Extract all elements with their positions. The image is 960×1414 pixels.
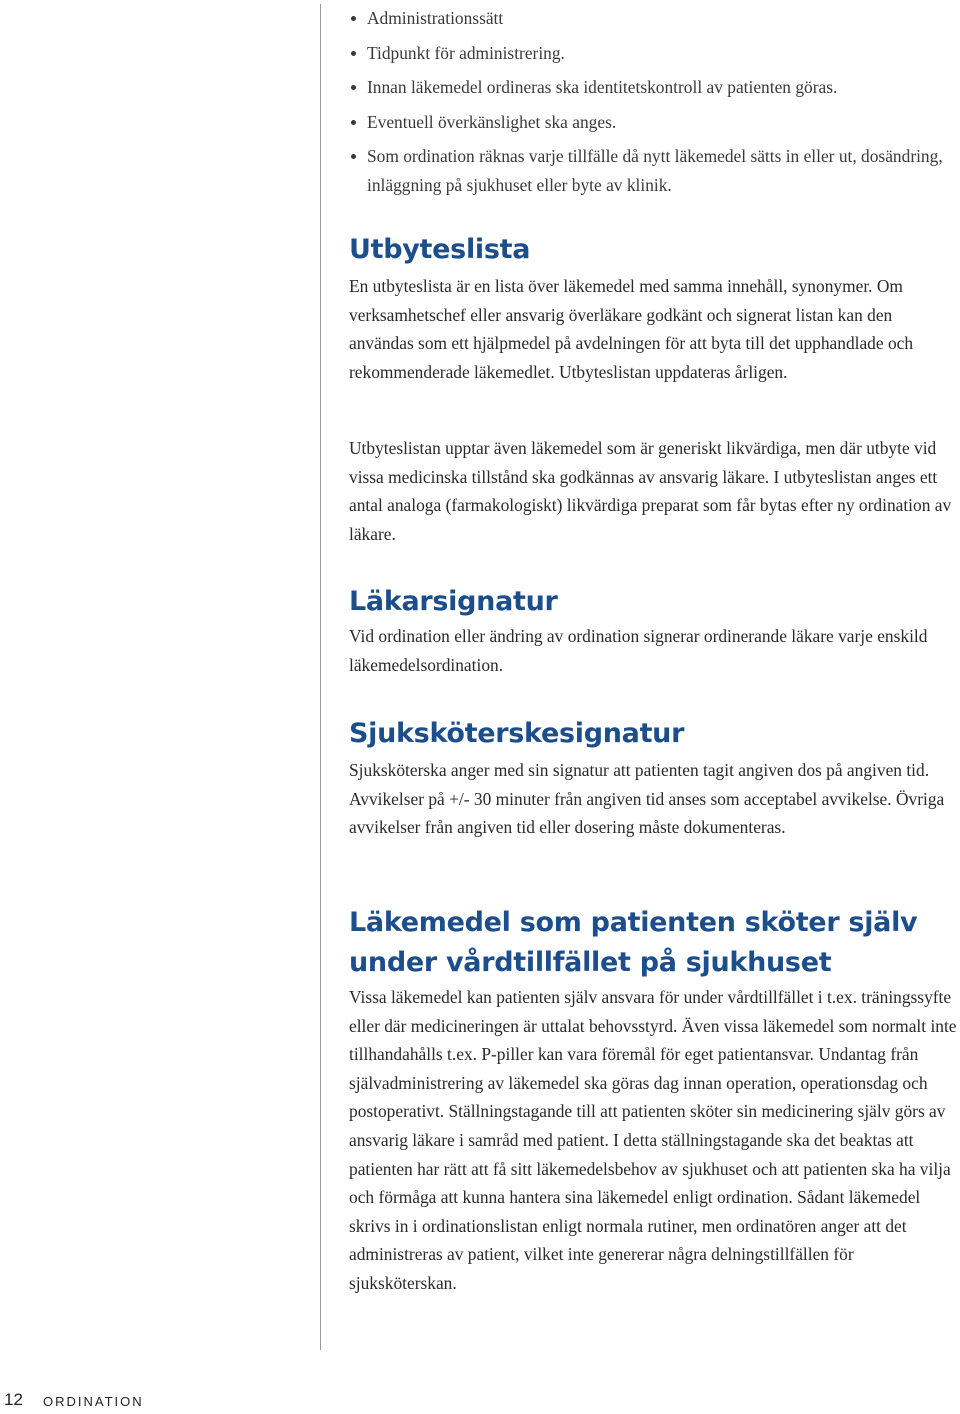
page-number: 12 (4, 1390, 23, 1409)
list-item-text: Tidpunkt för administrering. (367, 42, 565, 63)
heading-sjukskoterskesignatur: Sjuksköterskesignatur (349, 718, 685, 749)
paragraph-utbyteslista-1: En utbyteslista är en lista över läkemedel med samma innehåll, synonymer. Om verksamhetschef eller ansvarig överläkare godkänt och signerat listan kan den användas som ett hjälpmedel på avdelningen för att byta till det upphandlade och rekommenderade läkemedlet. Utbyteslistan uppdateras årligen. (349, 276, 914, 382)
running-head: ORDINATION (43, 1394, 144, 1409)
bullet-list (349, 4, 960, 205)
list-item-text: Innan läkemedel ordineras ska identitetskontroll av patienten göras. (367, 77, 838, 97)
heading-lakarsignatur: Läkarsignatur (349, 586, 558, 617)
heading-sjalvadministration-line2: under vårdtillfället på sjukhuset (349, 947, 832, 978)
heading-sjalvadministration-line1: Läkemedel som patienten sköter själv (349, 907, 918, 938)
page-footer (0, 1390, 300, 1414)
list-item (349, 73, 960, 102)
margin-rule (320, 4, 321, 1350)
paragraph-sjalvadministration: Vissa läkemedel kan patienten själv ansvara för under vårdtillfället i t.ex. träningssyfte eller där medicineringen är uttalat behovsstyrd. Även vissa läkemedel som normalt inte tillhandahålls t.ex. P-piller kan vara föremål för eget patientansvar. Undantag från självadministrering av läkemedel ska göras dag innan operation, operationsdag och postoperativt. Ställningstagande till att patienten sköter sin medicinering själv görs av ansvarig läkare i samråd med patient. I detta ställningstagande ska det beaktas att patienten har rätt att få sitt läkemedelsbehov av sjukhuset och att patienten ska ha vilja och förmåga att kunna hantera sina läkemedel enligt ordination. Sådant läkemedel skrivs in i ordinationslistan enligt normala rutiner, men ordinatören anger att det administreras av patient, vilket inte genererar några delningstillfällen för sjuksköterskan. (349, 987, 957, 1293)
list-item-text: Administrationssätt (367, 8, 504, 28)
paragraph-sjukskoterskesignatur: Sjuksköterska anger med sin signatur att patienten tagit angiven dos på angiven tid. Avvikelser på +/- 30 minuter från angiven tid anses som acceptabel avvikelse. Övriga avvikelser från angiven tid eller dosering måste dokumenteras. (349, 760, 945, 838)
paragraph-utbyteslista-2: Utbyteslistan upptar även läkemedel som är generiskt likvärdiga, men där utbyte vid vissa medicinska tillstånd ska godkännas av ansvarig läkare. I utbyteslistan anges ett antal analoga (farmakologiskt) likvärdiga preparat som får bytas efter ny ordination av läkare. (349, 438, 952, 544)
list-item (349, 108, 960, 137)
list-item-text: Eventuell överkänslighet ska anges. (367, 111, 617, 132)
list-item (349, 4, 960, 33)
list-item (349, 142, 960, 199)
heading-utbyteslista: Utbyteslista (349, 234, 531, 265)
paragraph-lakarsignatur: Vid ordination eller ändring av ordination signerar ordinerande läkare varje enskild läkemedelsordination. (349, 626, 928, 675)
list-item-text: Som ordination räknas varje tillfälle då nytt läkemedel sätts in eller ut, dosändring, inläggning på sjukhuset eller byte av klinik. (367, 146, 943, 195)
list-item (349, 39, 960, 68)
